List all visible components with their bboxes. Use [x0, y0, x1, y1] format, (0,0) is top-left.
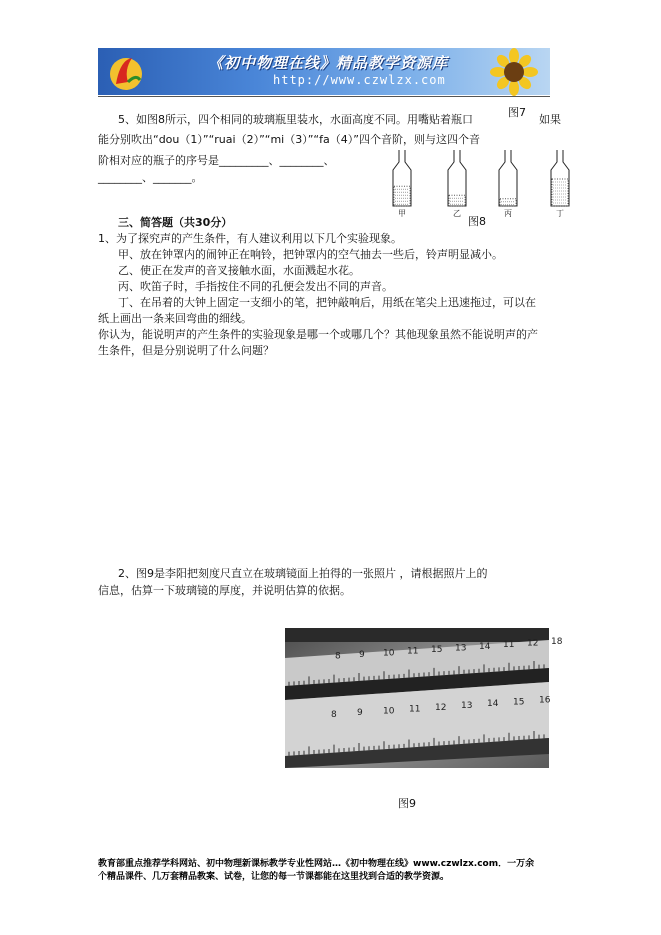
q5-line-3: 阶相对应的瓶子的序号是_________、________、 [98, 154, 335, 167]
q1-intro: 1、为了探究声的产生条件，有人建议利用以下几个实验现象。 [98, 232, 402, 245]
bottle-label-3: 丙 [504, 209, 512, 218]
ruler-top-tick-label: 9 [359, 649, 365, 660]
bottle-label-1: 甲 [398, 209, 406, 218]
sunflower-icon [484, 50, 544, 94]
ruler-top-tick-label: 15 [431, 645, 443, 656]
section-3-heading: 三、简答题（共30分） [118, 216, 233, 229]
ruler-bottom-tick-label: 15 [513, 697, 525, 708]
ruler-top-tick-label: 11 [503, 640, 515, 651]
ruler-bottom-tick-label: 8 [331, 709, 337, 720]
footer-line-1: 教育部重点推荐学科网站、初中物理新课标教学专业性网站…《初中物理在线》www.czwlzx.com．一万余 [98, 859, 535, 869]
logo-icon [106, 52, 146, 92]
q1-item-ding-1: 丁、在吊着的大钟上固定一支细小的笔，把钟敲响后，用纸在笔尖上迅速拖过，可以在 [118, 296, 536, 309]
figure-8-bottles [390, 148, 575, 218]
ruler-top-tick-label: 12 [527, 638, 539, 649]
figure-8-label: 图8 [468, 215, 486, 228]
ruler-top-tick-label: 10 [383, 648, 395, 659]
q1-item-ding-2: 纸上画出一条来回弯曲的细线。 [98, 312, 252, 325]
bottle-2 [448, 150, 466, 206]
q5-line-1: 5、如图8所示，四个相同的玻璃瓶里装水，水面高度不同。用嘴贴着瓶口 [118, 113, 473, 126]
bottle-label-2: 乙 [453, 209, 461, 218]
figure-9-label: 图9 [398, 797, 416, 810]
q5-line-2: 能分别吹出“dou（1）”“ruai（2）”“mi（3）”“fa（4）”四个音阶，则与这四个音 [98, 133, 480, 146]
ruler-top-tick-label: 13 [455, 643, 467, 654]
header-banner [98, 48, 550, 95]
header-rule [98, 96, 550, 97]
ruler-bottom-tick-label: 14 [487, 699, 499, 710]
footer [98, 858, 534, 884]
site-title: 《初中物理在线》精品教学资源库 [208, 54, 449, 72]
q1-item-yi: 乙、使正在发声的音叉接触水面，水面溅起水花。 [118, 264, 360, 277]
footer-line-2: 个精品课件、几万套精品教案、试卷，让您的每一节课都能在这里找到合适的教学资源。 [98, 872, 450, 882]
ruler-bottom-tick-label: 9 [357, 708, 363, 719]
ruler-top-tick-label: 8 [335, 651, 341, 662]
ruler-top-tick-label: 18 [551, 636, 563, 647]
q1-question-2: 生条件，但是分别说明了什么问题？ [98, 344, 274, 357]
ruler-bottom-tick-label: 11 [409, 704, 421, 715]
figure-7-label: 图7 [508, 106, 526, 119]
bottle-water-4 [552, 179, 568, 206]
q2-line-2: 信息，估算一下玻璃镜的厚度，并说明估算的依据。 [98, 584, 351, 597]
q5-line-1-tail: 如果 [539, 113, 561, 126]
bottle-label-4: 丁 [556, 209, 564, 218]
ruler-top-tick-label: 11 [407, 646, 419, 657]
bottle-3 [499, 150, 517, 206]
ruler-bottom-tick-label: 10 [383, 706, 395, 717]
q1-item-bing: 丙、吹笛子时，手指按住不同的孔便会发出不同的声音。 [118, 280, 393, 293]
q5-line-4: ________、_______。 [98, 171, 203, 184]
figure-9-photo [285, 628, 563, 768]
ruler-top-tick-label: 14 [479, 641, 491, 652]
q1-question-1: 你认为，能说明声的产生条件的实验现象是哪一个或哪几个？其他现象虽然不能说明声的产 [98, 328, 538, 341]
ruler-bottom-tick-label: 13 [461, 701, 473, 711]
site-url[interactable]: http://www.czwlzx.com [273, 73, 446, 87]
ruler-bottom-tick-label: 12 [435, 702, 447, 713]
ruler-bottom-tick-label: 16 [539, 695, 551, 706]
q1-item-jia: 甲、放在钟罩内的闹钟正在响铃，把钟罩内的空气抽去一些后，铃声明显减小。 [118, 248, 503, 261]
q2-line-1: 2、图9是李阳把刻度尺直立在玻璃镜面上拍得的一张照片 ，请根据照片上的 [118, 567, 488, 580]
bottle-1 [393, 150, 411, 206]
bottle-4 [551, 150, 569, 206]
